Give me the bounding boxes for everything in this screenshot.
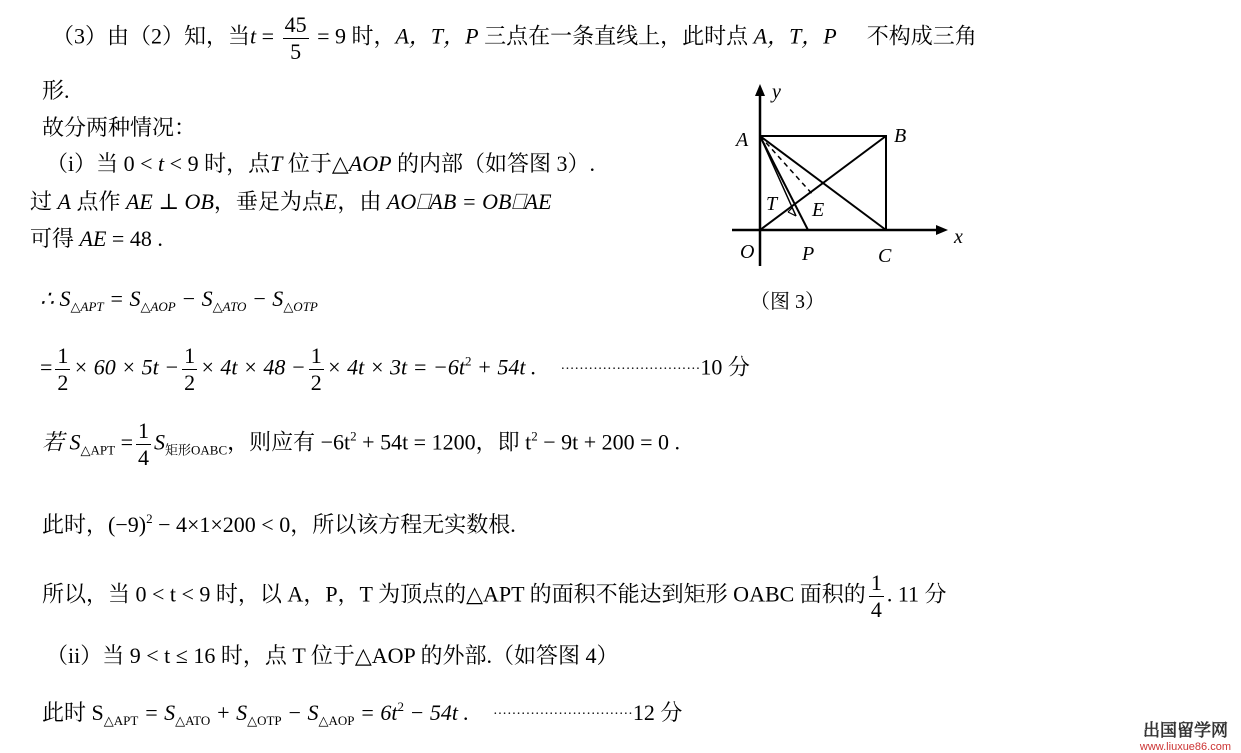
line-9 [42, 420, 680, 469]
text: 此时 S [42, 700, 104, 725]
line-8 [40, 345, 750, 394]
subscript: △ATO [212, 299, 247, 314]
dots-leader: ······························ [492, 706, 633, 722]
var-AE: AE [79, 226, 107, 251]
label-a: A [736, 129, 749, 151]
text: × 4t × 3t = −6t [326, 354, 465, 380]
geometry-figure-3 [722, 80, 972, 320]
text: = [40, 354, 53, 380]
label-o: O [740, 241, 755, 263]
fraction-half [309, 345, 324, 394]
text: + 54t = 1200，即 t [356, 429, 532, 455]
text: 三点在一条直线上，此时点 [478, 23, 754, 49]
text: + 54t . [471, 354, 537, 380]
text: = 48 . [106, 226, 163, 251]
line-4 [46, 153, 595, 175]
label-p: P [802, 243, 815, 265]
subscript: △AOP [318, 713, 355, 728]
text: − 9t + 200 = 0 . [537, 429, 681, 455]
line-10 [42, 512, 516, 536]
text: = [256, 23, 280, 49]
text: = [115, 429, 133, 455]
text: = 6t [354, 700, 398, 725]
text: 过 [30, 189, 58, 214]
text: ，则应有 −6t [227, 429, 351, 455]
denominator: 5 [290, 39, 302, 64]
text: = S [103, 286, 141, 311]
text: 位于△ [282, 151, 349, 176]
text: 所以，当 0 < t < 9 时，以 A，P，T 为顶点的△APT 的面积不能达到矩形 OABC 面积的 [42, 581, 866, 607]
subscript: △OTP [247, 713, 282, 728]
text: × 4t × 48 − [200, 354, 306, 380]
score-label: 10 分 [700, 354, 750, 380]
label-t: T [766, 193, 778, 215]
var-A: A [57, 189, 71, 214]
line-2: 形. [42, 78, 70, 103]
text: + S [210, 700, 248, 725]
text: 此时，(−9) [42, 512, 147, 537]
superscript: 2 [350, 428, 357, 444]
numerator: 1 [870, 570, 882, 595]
text: − S [246, 286, 284, 311]
numerator: 1 [310, 343, 322, 368]
text: = S [138, 700, 176, 725]
formula: AO⎕AB = OB⎕AE [386, 189, 552, 214]
formula: AE ⊥ OB [125, 189, 214, 214]
var-t: t [158, 151, 165, 176]
line-7 [40, 288, 318, 313]
text: ，垂足为点 [213, 189, 324, 214]
text: 点作 [70, 189, 126, 214]
dots-leader: ······························ [560, 361, 701, 377]
denominator: 2 [57, 370, 69, 395]
fraction-half [182, 345, 197, 394]
text: ，由 [337, 189, 387, 214]
text: 可得 [30, 226, 80, 251]
text: − S [175, 286, 213, 311]
subscript: △OTP [283, 299, 318, 314]
fraction-quarter [869, 572, 884, 621]
superscript: 2 [464, 353, 472, 369]
numerator: 45 [284, 12, 307, 37]
watermark-url: www.liuxue86.com [1139, 741, 1231, 753]
subscript: △APT [70, 299, 104, 314]
numerator: 1 [138, 418, 149, 443]
x-axis-arrow-icon [936, 225, 948, 235]
fraction-half [55, 345, 70, 394]
text: − 4×1×200 < 0，所以该方程无实数根. [152, 512, 516, 537]
line-1 [52, 14, 977, 63]
watermark-name: 出国留学网 [1142, 721, 1228, 740]
watermark-logo [1140, 716, 1231, 753]
text: = 9 时， [311, 23, 396, 49]
label-e: E [812, 199, 825, 221]
text: （i）当 0 < [46, 151, 159, 176]
text: 不构成三角 [866, 23, 977, 49]
text: − S [281, 700, 319, 725]
denominator: 2 [310, 370, 322, 395]
denominator: 4 [870, 597, 882, 622]
subscript: 矩形OABC [165, 442, 228, 458]
numerator: 1 [184, 343, 196, 368]
text: 若 S [42, 429, 81, 455]
text: （3）由（2）知，当 [52, 23, 251, 49]
subscript: △ATO [175, 713, 211, 728]
line-12: （ii）当 9 < t ≤ 16 时，点 T 位于△AOP 的外部.（如答图 4） [46, 643, 619, 668]
label-x: x [954, 226, 963, 248]
text: . 11 分 [886, 581, 947, 607]
triangle-name: AOP [348, 151, 392, 176]
superscript: 2 [531, 428, 538, 444]
text: − 54t . [403, 700, 469, 725]
numerator: 1 [57, 343, 69, 368]
label-c: C [878, 245, 892, 267]
text: 的内部（如答图 3）. [391, 151, 596, 176]
text: ∴ S [40, 286, 71, 311]
text: < 9 时，点 [164, 151, 271, 176]
score-label: 12 分 [632, 700, 683, 725]
superscript: 2 [397, 699, 404, 714]
text: × 60 × 5t − [73, 354, 180, 380]
subscript: △AOP [140, 299, 176, 314]
label-b: B [894, 125, 907, 147]
segment-ap [760, 136, 808, 230]
line-11 [42, 572, 947, 621]
line-6 [30, 228, 163, 250]
var-E: E [323, 189, 338, 214]
points-atp: A，T，P [395, 23, 479, 49]
label-y: y [772, 81, 781, 103]
superscript: 2 [146, 511, 153, 526]
line-5 [30, 191, 552, 213]
y-axis-arrow-icon [755, 84, 765, 96]
denominator: 2 [184, 370, 196, 395]
figure-caption: （图 3） [750, 291, 825, 313]
subscript: △APT [80, 442, 116, 458]
line-13 [42, 700, 682, 727]
fraction-45-5 [283, 14, 309, 63]
line-3: 故分两种情况： [42, 115, 197, 140]
fraction-quarter [136, 420, 151, 469]
var-T: T [270, 151, 283, 176]
denominator: 4 [138, 445, 149, 470]
text: S [154, 429, 165, 455]
subscript: △APT [103, 713, 139, 728]
var-t: t [250, 23, 257, 49]
points-atp: A，T，P [753, 23, 837, 49]
